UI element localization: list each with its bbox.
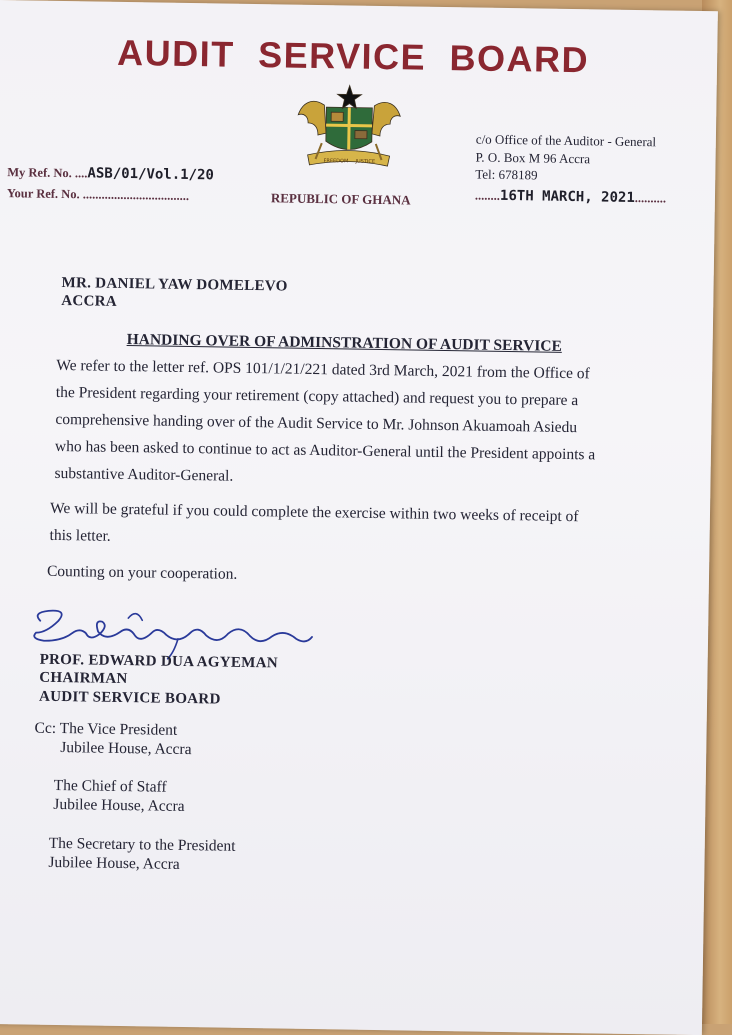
- body-paragraph-2: [49, 495, 578, 557]
- cc-address: Jubilee House, Accra: [48, 853, 180, 873]
- addressee-name: MR. DANIEL YAW DOMELEVO: [61, 275, 288, 295]
- body-p1-line: We refer to the letter ref. OPS 101/1/21/221 dated 3rd March, 2021 from the Office of: [56, 356, 590, 383]
- signatory-name: PROF. EDWARD DUA AGYEMAN: [39, 651, 279, 672]
- seal-motto-right: JUSTICE: [355, 158, 376, 165]
- cc-address: Jubilee House, Accra: [60, 739, 192, 759]
- body-p2-line: We will be grateful if you could complete the exercise within two weeks of receipt of: [49, 499, 579, 526]
- seal-motto-left: FREEDOM: [323, 158, 349, 165]
- body-p2-line: this letter.: [49, 526, 111, 545]
- ghana-coat-of-arms-icon: [293, 83, 404, 177]
- republic-label: REPUBLIC OF GHANA: [270, 190, 411, 208]
- address-line-2: P. O. Box M 96 Accra: [475, 149, 591, 167]
- cc-entry: [48, 834, 235, 875]
- my-ref-label: My Ref. No. ....: [7, 165, 88, 181]
- cc-entry: [53, 776, 185, 816]
- cc-address: Jubilee House, Accra: [53, 795, 185, 815]
- my-ref-line: [7, 163, 214, 184]
- date-value: 16TH MARCH, 2021: [499, 187, 635, 206]
- cc-prefix: Cc:: [34, 719, 60, 738]
- date-prefix: ........: [474, 188, 501, 203]
- addressee-city: ACCRA: [61, 293, 118, 310]
- body-p1-line: who has been asked to continue to act as Auditor-General until the President appoints a: [54, 437, 596, 464]
- cc-entry: [34, 719, 192, 759]
- letterhead-title: AUDIT SERVICE BOARD: [116, 31, 590, 81]
- signatory-title: CHAIRMAN: [39, 669, 128, 688]
- body-p1-line: substantive Auditor-General.: [54, 464, 234, 485]
- body-p1-line: comprehensive handing over of the Audit Service to Mr. Johnson Akuamoah Asiedu: [55, 410, 578, 437]
- date-line: [475, 186, 666, 207]
- letter-subject: HANDING OVER OF ADMINSTRATION OF AUDIT SERVICE: [126, 331, 562, 355]
- cc-name: The Vice President: [59, 720, 178, 739]
- body-paragraph-1: [54, 352, 596, 495]
- cc-name: The Chief of Staff: [53, 776, 167, 796]
- my-ref-value: ASB/01/Vol.1/20: [87, 165, 215, 184]
- body-p1-line: the President regarding your retirement (copy attached) and request you to prepare a: [55, 383, 579, 410]
- body-paragraph-3: Counting on your cooperation.: [46, 562, 238, 583]
- cc-name: The Secretary to the President: [48, 834, 236, 855]
- address-line-3: Tel: 678189: [475, 166, 538, 183]
- address-line-1: c/o Office of the Auditor - General: [475, 131, 657, 150]
- signatory-org: AUDIT SERVICE BOARD: [38, 688, 221, 708]
- your-ref-label: Your Ref. No. ..................................: [6, 186, 190, 203]
- date-suffix: ..........: [634, 190, 667, 206]
